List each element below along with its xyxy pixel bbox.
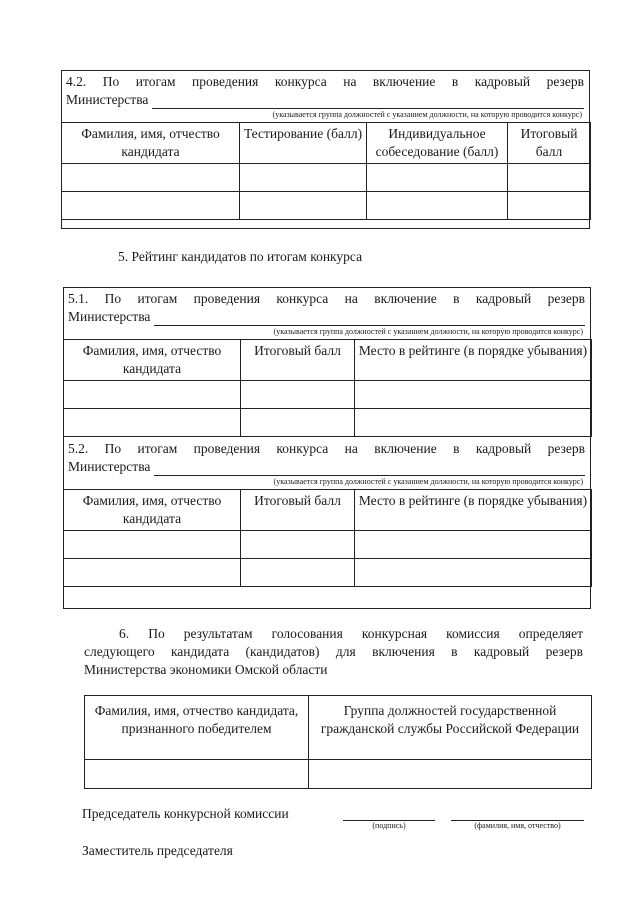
table-cell[interactable]: [62, 192, 240, 220]
table-cell[interactable]: [241, 381, 355, 409]
section-6-line2: следующего кандидата (кандидатов) для включения в кадровый резерв: [84, 644, 583, 659]
section-4-2-table: [61, 122, 591, 220]
signature-line[interactable]: [343, 820, 435, 831]
table-cell[interactable]: [64, 409, 241, 437]
signature-note: (подпись): [372, 821, 406, 830]
section-5-2-table: [63, 489, 592, 587]
header-cell: Итоговый балл: [241, 490, 355, 531]
table-cell[interactable]: [64, 381, 241, 409]
section-5-heading: 5. Рейтинг кандидатов по итогам конкурса: [118, 249, 363, 264]
table-cell[interactable]: [240, 192, 367, 220]
section-4-2-intro: [62, 71, 589, 120]
header-cell: Фамилия, имя, отчество кандидата: [64, 340, 241, 381]
table-header-row: [62, 123, 591, 164]
table-row: [62, 192, 591, 220]
table-cell[interactable]: [241, 531, 355, 559]
table-cell[interactable]: [355, 531, 592, 559]
section-5-1-note: (указывается группа должностей с указанием должности, на которую проводится конкурс): [273, 327, 583, 336]
section-4-2-line2: Министерства: [66, 92, 149, 107]
table-cell[interactable]: [241, 559, 355, 587]
table-cell[interactable]: [508, 192, 591, 220]
table-cell[interactable]: [508, 164, 591, 192]
section-5-box: [63, 287, 591, 609]
table-cell[interactable]: [85, 760, 309, 789]
table-cell[interactable]: [355, 559, 592, 587]
table-cell[interactable]: [309, 760, 592, 789]
table-cell[interactable]: [64, 559, 241, 587]
table-row: [64, 409, 592, 437]
table-row: [64, 559, 592, 587]
header-cell: Тестирование (балл): [240, 123, 367, 164]
section-5-1-line2: Министерства: [68, 309, 151, 324]
section-4-2-box: [61, 70, 590, 229]
fill-in-line: [154, 462, 585, 476]
section-5-2-intro: [64, 437, 590, 487]
header-cell: Фамилия, имя, отчество кандидата, признанного победителем: [85, 696, 309, 760]
header-cell: Индивидуальное собеседование (балл): [367, 123, 508, 164]
chairman-label: Председатель конкурсной комиссии: [82, 806, 289, 821]
fill-in-line: [154, 312, 585, 326]
table-row: [85, 760, 592, 789]
table-cell[interactable]: [355, 409, 592, 437]
section-6-line3: Министерства экономики Омской области: [84, 662, 328, 677]
section-5-1-line1: 5.1. По итогам проведения конкурса на включение в кадровый резерв: [68, 291, 585, 306]
table-header-row: [85, 696, 592, 760]
header-cell: Группа должностей государственной гражданской службы Российской Федерации: [309, 696, 592, 760]
section-6-line1: 6. По результатам голосования конкурсная комиссия определяет: [119, 626, 583, 641]
section-5-1-intro: [64, 288, 590, 337]
header-cell: Место в рейтинге (в порядке убывания): [355, 340, 592, 381]
section-5-2-line1: 5.2. По итогам проведения конкурса на включение в кадровый резерв: [68, 441, 585, 456]
section-5-2-line2: Министерства: [68, 459, 151, 474]
table-cell[interactable]: [241, 409, 355, 437]
section-4-2-note: (указывается группа должностей с указанием должности, на которую проводится конкурс): [272, 110, 582, 119]
name-line[interactable]: [451, 820, 584, 831]
section-6-table: [84, 695, 592, 789]
header-cell: Фамилия, имя, отчество кандидата: [62, 123, 240, 164]
section-4-2-line1: 4.2. По итогам проведения конкурса на включение в кадровый резерв: [66, 74, 584, 89]
table-cell[interactable]: [367, 164, 508, 192]
fill-in-line: [152, 95, 584, 109]
table-cell[interactable]: [367, 192, 508, 220]
section-5-2-note: (указывается группа должностей с указанием должности, на которую проводится конкурс): [273, 477, 583, 486]
table-header-row: [64, 340, 592, 381]
table-row: [62, 164, 591, 192]
section-6-paragraph: [84, 625, 583, 679]
header-cell: Фамилия, имя, отчество кандидата: [64, 490, 241, 531]
table-row: [64, 531, 592, 559]
table-header-row: [64, 490, 592, 531]
section-5-1-table: [63, 339, 592, 437]
table-cell[interactable]: [62, 164, 240, 192]
table-cell[interactable]: [64, 531, 241, 559]
header-cell: Место в рейтинге (в порядке убывания): [355, 490, 592, 531]
header-cell: Итоговый балл: [508, 123, 591, 164]
table-cell[interactable]: [355, 381, 592, 409]
deputy-label: Заместитель председателя: [82, 843, 233, 858]
table-cell[interactable]: [240, 164, 367, 192]
table-row: [64, 381, 592, 409]
header-cell: Итоговый балл: [241, 340, 355, 381]
name-note: (фамилия, имя, отчество): [474, 821, 561, 830]
